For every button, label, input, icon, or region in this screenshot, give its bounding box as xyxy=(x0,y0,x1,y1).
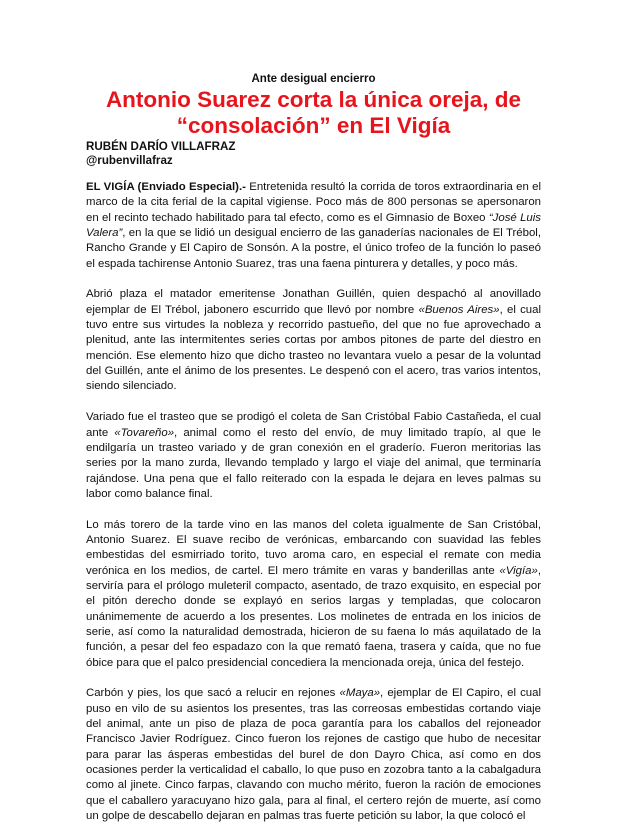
paragraph-3 xyxy=(86,410,541,502)
emphasis-text: “José Luis Valera” xyxy=(86,211,541,240)
author-handle: @rubenvillafraz xyxy=(86,154,173,167)
headline xyxy=(86,87,541,139)
paragraph-text: Carbón y pies, los que sacó a relucir en rejones xyxy=(86,687,340,700)
emphasis-text: «Maya» xyxy=(339,687,381,700)
emphasis-text: «Buenos Aires» xyxy=(418,303,500,316)
paragraph-text: , animal como el resto del envío, de muy limitado trapío, al que le endilgaría un trasteo variado y de gran conexión en el graderío. Fueron meritorias las series por la mano zurda, llevando templado y largo el viaje del animal, que terminaría rajándose. Una pena que el fallo reiterado con la espada le dejara en leves palmas su labor como balance final. xyxy=(86,426,541,500)
emphasis-text: «Vigía» xyxy=(499,564,538,577)
paragraph-text: Variado fue el trasteo que se prodigó el coleta de San Cristóbal Fabio Castañeda, el cual ante xyxy=(86,411,541,439)
paragraph-4 xyxy=(86,518,541,671)
paragraph-text: Lo más torero de la tarde vino en las manos del coleta igualmente de San Cristóbal, Antonio Suarez. El suave recibo de verónicas, embarcando con suavidad las febles embestidas del esmirriado torito, tuvo aroma caro, en especial el remate con media verónica en los medios, de cartel. El mero trámite en varas y banderillas ante xyxy=(86,518,541,577)
byline xyxy=(86,140,235,168)
paragraph-text: Entretenida resultó la corrida de toros extraordinaria en el marco de la cita ferial de la capital vigiense. Poco más de 800 personas se apersonaron en el recinto techado habilitado para tal efecto, como es el Gimnasio de Boxeo xyxy=(86,181,541,224)
headline-line-1: Antonio Suarez corta la única oreja, de xyxy=(105,87,522,112)
paragraph-text: , en la que se lidió un desigual encierro de las ganaderías nacionales de El Trébol, Rancho Grande y El Capiro de Sonsón. A la postre, el único trofeo de la función lo paseó el espada tachirense Antonio Suarez, tras una faena pinturera y detalles, y poco más. xyxy=(86,227,541,270)
headline-line-2: “consolación” en El Vigía xyxy=(176,113,451,138)
author-name: RUBÉN DARÍO VILLAFRAZ xyxy=(86,140,236,153)
paragraph-text: , ejemplar de El Capiro, el cual puso en vilo de su asientos los presentes, tras las correosas embestidas cortando viaje del animal, ante un piso de plaza de poca garantía para los caballos del rejoneador Francisco Javier Rodríguez. Cinco fueron los rejones de castigo que hubo de necesitar para parar las ásperas embestidas del burel de don Dayro Chica, así como en dos ocasiones perder la verticalidad el caballo, lo que puso en zozobra tanto a la cabalgadura como al jinete. Cinco farpas, clavando con mucho mérito, fueron la ración de emociones que el caballero yaracuyano hizo gala, para al final, el certero rejón de muerte, así como un golpe de descabello dejaran en palmas tras fuerte petición su labor, la que colocó el xyxy=(86,687,542,823)
paragraph-text: , serviría para el prólogo muleteril compacto, asentado, de trazo exquisito, en especial por el pitón derecho donde se explayó en serios largas y templadas, que colocaron unánimemente de acuerdo a los presentes. Los molinetes de entrada en los inicios de serie, así como la naturalidad demostrada, hicieron de su faena lo más aquilatado de la función, a pesar del feo espadazo con la que remató faena, trasera y caída, que no fue óbice para que el palco presidencial concediera la mencionada oreja, única del festejo. xyxy=(86,564,541,669)
paragraph-5 xyxy=(86,686,541,824)
paragraph-text: Abrió plaza el matador emeritense Jonathan Guillén, quien despachó al anovillado ejemplar de El Trébol, jabonero escurrido que llevó por nombre xyxy=(86,288,541,316)
kicker: Ante desigual encierro xyxy=(251,73,376,85)
paragraph-text: , el cual tuvo entre sus virtudes la nobleza y recorrido pastueño, del que no fue aprovechado a plenitud, ante las intermitentes series cortas por ambos pitones de parte del diestro en mención. Ese elemento hizo que dicho trasteo no levantara vuelo a pesar de la voluntad del Guillén, ante el ánimo de los presentes. Le despenó con el acero, tras varios intentos, siendo silenciado. xyxy=(86,303,541,393)
dateline: EL VIGÍA (Enviado Especial).- xyxy=(86,181,246,193)
emphasis-text: «Tovareño» xyxy=(114,426,175,439)
paragraph-2 xyxy=(86,287,541,394)
article-body xyxy=(86,180,541,840)
paragraph-1 xyxy=(86,180,541,272)
